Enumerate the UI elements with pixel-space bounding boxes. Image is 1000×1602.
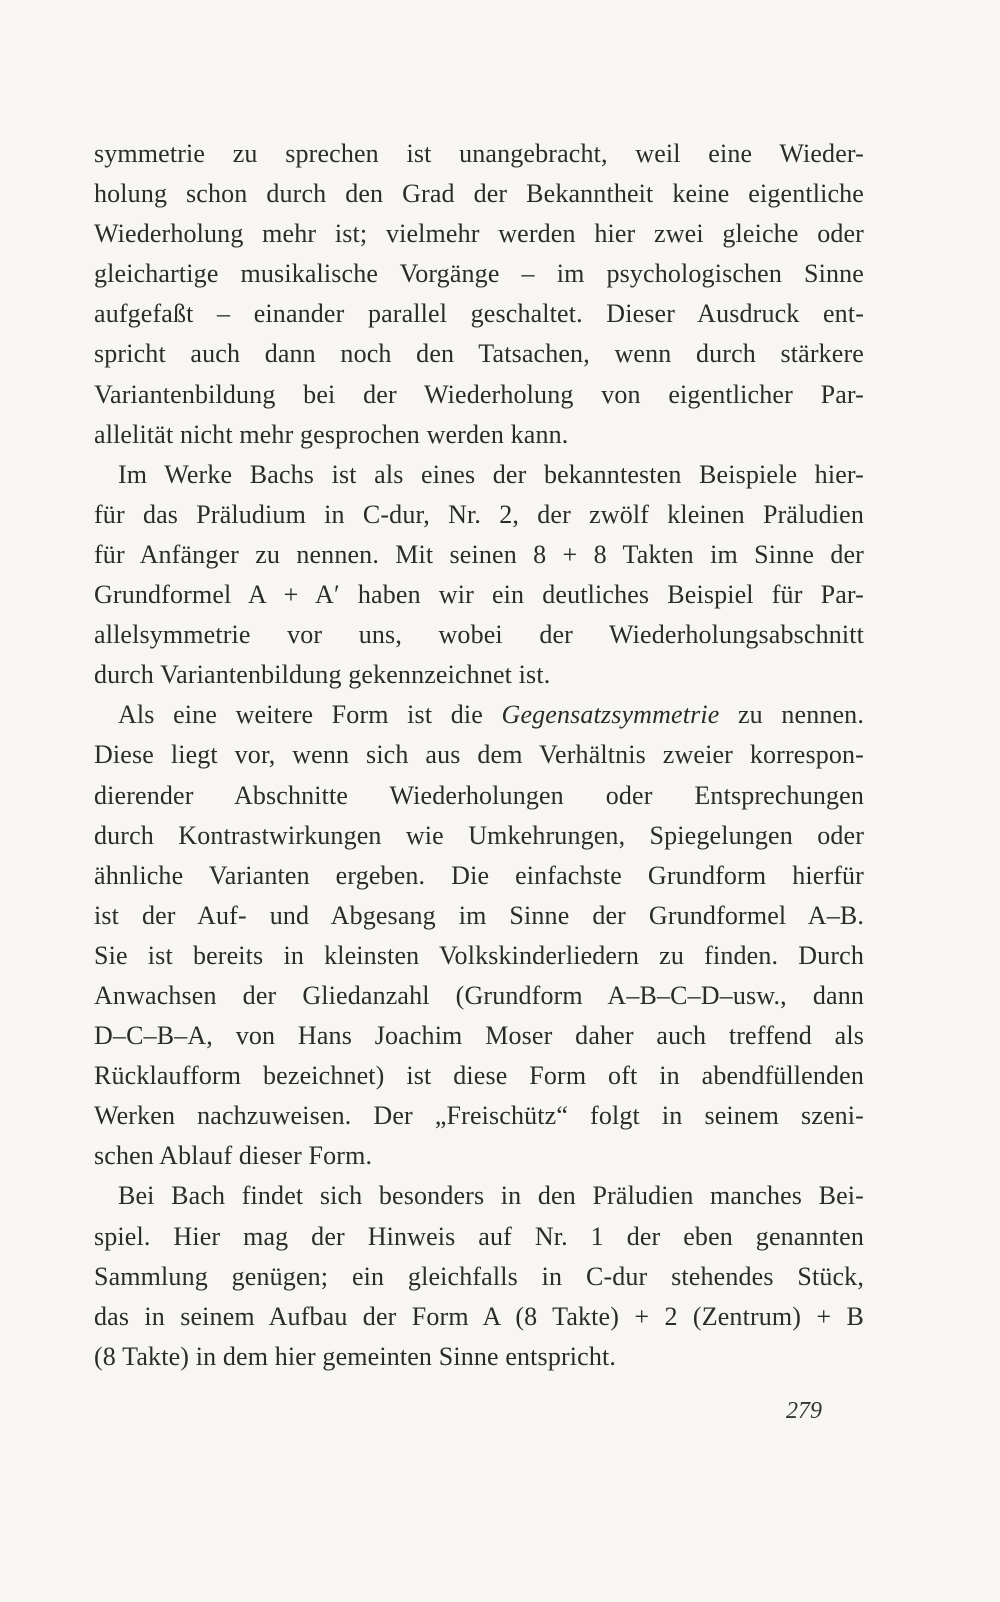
text-line: ähnliche Varianten ergeben. Die einfachste Grundform hierfür: [94, 860, 864, 890]
text-line: für das Präludium in C-dur, Nr. 2, der zwölf kleinen Präludien: [94, 499, 864, 529]
text-line: gleichartige musikalische Vorgänge – im psychologischen Sinne: [94, 259, 864, 289]
page-body: [94, 134, 864, 1377]
text-line: Bei Bach findet sich besonders in den Präludien manches Bei-: [118, 1181, 864, 1211]
text-line: Sie ist bereits in kleinsten Volkskinderliedern zu finden. Durch: [94, 940, 864, 970]
paragraph-4: [94, 1176, 864, 1376]
text-run: Als eine weitere Form ist die: [118, 700, 502, 730]
text-line: dierender Abschnitte Wiederholungen oder Entsprechungen: [94, 780, 864, 810]
paragraph-1: [94, 134, 864, 455]
text-line: durch Kontrastwirkungen wie Umkehrungen, Spiegelungen oder: [94, 820, 864, 850]
text-line: Variantenbildung bei der Wiederholung von eigentlicher Par-: [94, 379, 864, 409]
text-line: Werken nachzuweisen. Der „Freischütz“ folgt in seinem szeni-: [94, 1101, 864, 1131]
text-line: Rücklaufform bezeichnet) ist diese Form oft in abendfüllenden: [94, 1061, 864, 1091]
text-line: allelsymmetrie vor uns, wobei der Wiederholungsabschnitt: [94, 620, 864, 650]
text-line: schen Ablauf dieser Form.: [94, 1141, 373, 1171]
text-line: für Anfänger zu nennen. Mit seinen 8 + 8 Takten im Sinne der: [94, 539, 864, 569]
text-run: zu nennen.: [719, 700, 864, 730]
text-line: durch Variantenbildung gekennzeichnet ist.: [94, 660, 551, 690]
text-line: Anwachsen der Gliedanzahl (Grundform A–B–C–D–usw., dann: [94, 980, 864, 1010]
text-line: [94, 695, 864, 735]
paragraph-2: [94, 455, 864, 696]
emphasized-term: Gegensatzsymmetrie: [501, 700, 720, 730]
text-line: ist der Auf- und Abgesang im Sinne der Grundformel A–B.: [94, 900, 864, 930]
text-line: spricht auch dann noch den Tatsachen, wenn durch stärkere: [94, 339, 864, 369]
text-line: Grundformel A + A′ haben wir ein deutliches Beispiel für Par-: [94, 580, 864, 610]
text-line: allelität nicht mehr gesprochen werden kann.: [94, 419, 569, 449]
text-line: spiel. Hier mag der Hinweis auf Nr. 1 der eben genannten: [94, 1221, 864, 1251]
text-line: holung schon durch den Grad der Bekanntheit keine eigentliche: [94, 179, 864, 209]
paragraph-3: [94, 695, 864, 1176]
text-line: D–C–B–A, von Hans Joachim Moser daher auch treffend als: [94, 1021, 864, 1051]
text-line: Im Werke Bachs ist als eines der bekanntesten Beispiele hier-: [118, 459, 864, 489]
page-number: 279: [786, 1398, 822, 1424]
text-line: symmetrie zu sprechen ist unangebracht, weil eine Wieder-: [94, 139, 864, 168]
text-line: Wiederholung mehr ist; vielmehr werden hier zwei gleiche oder: [94, 219, 864, 249]
text-line: aufgefaßt – einander parallel geschaltet. Dieser Ausdruck ent-: [94, 299, 864, 329]
text-line: Diese liegt vor, wenn sich aus dem Verhältnis zweier korrespon-: [94, 740, 864, 770]
text-line: Sammlung genügen; ein gleichfalls in C-dur stehendes Stück,: [94, 1261, 864, 1291]
text-line: das in seinem Aufbau der Form A (8 Takte) + 2 (Zentrum) + B: [94, 1301, 864, 1331]
text-line: (8 Takte) in dem hier gemeinten Sinne entspricht.: [94, 1341, 617, 1371]
